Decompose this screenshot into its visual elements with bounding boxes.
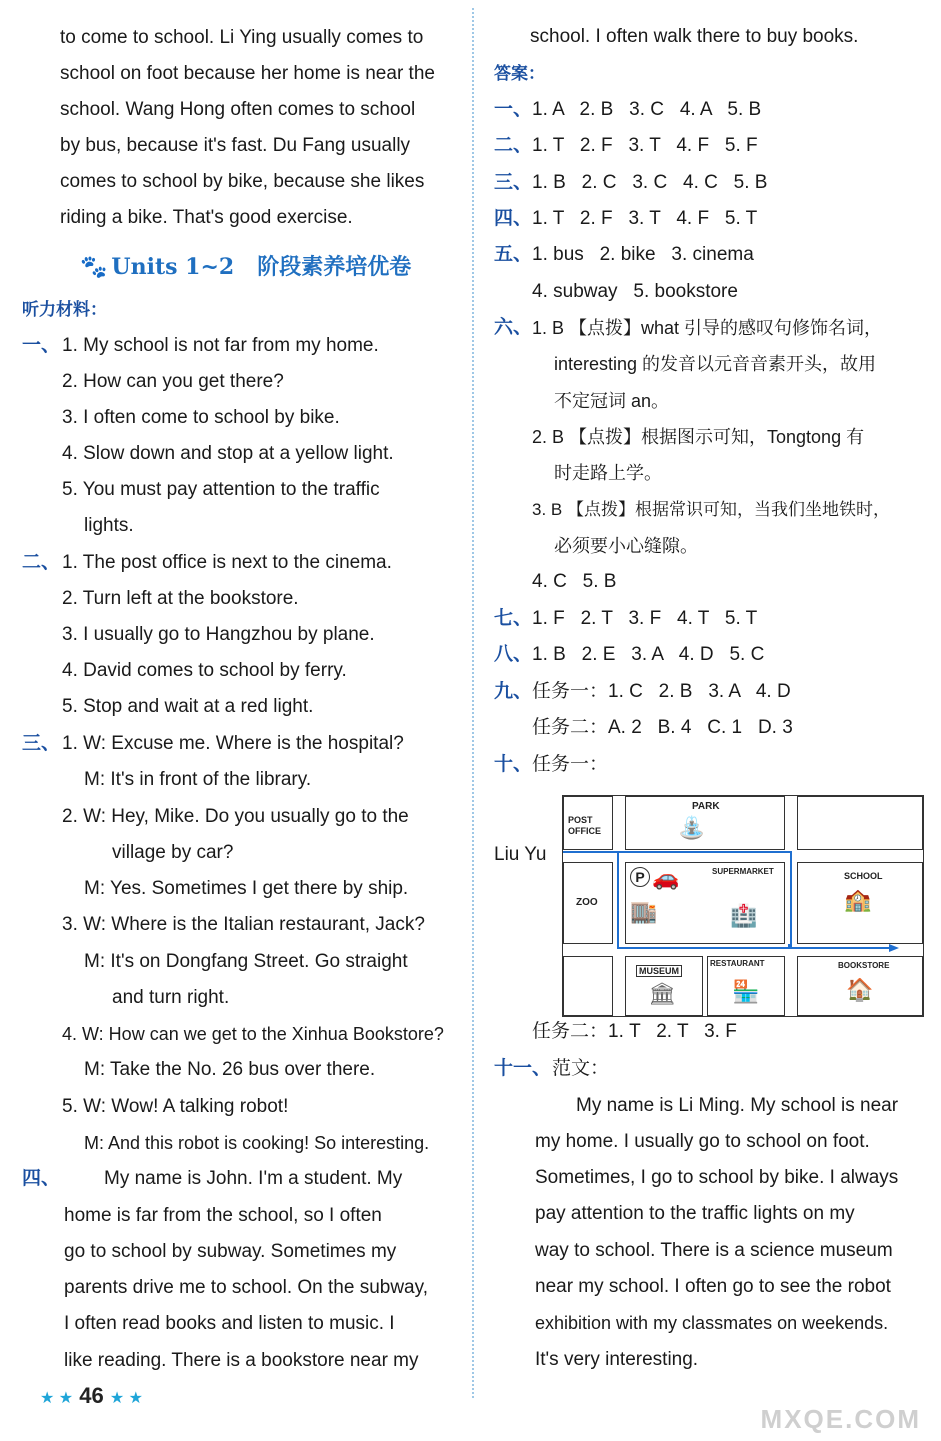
- listening-item: 4. David comes to school by ferry.: [62, 660, 347, 681]
- dialogue-line: M: And this robot is cooking! So interesting.: [84, 1133, 430, 1153]
- supermarket-label: SUPERMARKET: [712, 867, 774, 876]
- section-marker: 十、: [494, 754, 533, 775]
- dialogue-line: M: Yes. Sometimes I get there by ship.: [84, 878, 409, 899]
- section-marker: 四、: [22, 1168, 61, 1189]
- answer-row: 任务一：: [532, 754, 609, 775]
- building-icon: 🏬: [630, 899, 658, 924]
- essay-line: exhibition with my classmates on weekends.: [535, 1313, 889, 1333]
- paragraph-line: riding a bike. That's good exercise.: [60, 207, 353, 228]
- section-marker: 七、: [494, 608, 533, 629]
- bookstore-icon: 🏠: [846, 977, 874, 1002]
- answer-row: 任务二：1. T 2. T 3. F: [532, 1021, 737, 1042]
- listening-item: 2. Turn left at the bookstore.: [62, 588, 299, 609]
- sample-essay-label: 范文：: [552, 1058, 610, 1079]
- passage-line: like reading. There is a bookstore near my: [64, 1350, 419, 1371]
- dialogue-line: 3. W: Where is the Italian restaurant, Jack?: [62, 914, 425, 935]
- map-person-label: Liu Yu: [494, 844, 547, 865]
- explanation-line: 3. B 【点拨】根据常识可知，当我们坐地铁时，: [532, 500, 890, 519]
- section-marker: 六、: [494, 317, 533, 338]
- unit-label: Units 1~2: [111, 254, 235, 280]
- section-marker: 一、: [22, 335, 61, 356]
- listening-item: 3. I usually go to Hangzhou by plane.: [62, 624, 375, 645]
- dialogue-line: M: It's on Dongfang Street. Go straight: [84, 951, 408, 972]
- hospital-icon: 🏥: [730, 903, 758, 928]
- page-number: 46: [79, 1383, 104, 1408]
- section-marker: 十一、: [494, 1058, 552, 1079]
- bookstore-label: BOOKSTORE: [838, 961, 890, 970]
- answer-row: 1. A 2. B 3. C 4. A 5. B: [532, 99, 762, 120]
- zoo-label: ZOO: [576, 897, 598, 908]
- listening-label: 听力材料：: [22, 300, 107, 319]
- dialogue-line: and turn right.: [112, 987, 230, 1008]
- page-footer: [40, 1383, 143, 1409]
- essay-line: near my school. I often go to see the robot: [535, 1276, 891, 1297]
- explanation-line: 1. B 【点拨】what 引导的感叹句修饰名词，: [532, 318, 883, 338]
- essay-line: Sometimes, I go to school by bike. I always: [535, 1167, 899, 1188]
- paragraph-line: by bus, because it's fast. Du Fang usually: [60, 135, 411, 156]
- dialogue-line: village by car?: [112, 842, 234, 863]
- answer-row: 任务一：1. C 2. B 3. A 4. D: [532, 681, 791, 702]
- car-icon: 🚗: [652, 865, 680, 890]
- answer-row: 1. B 2. C 3. C 4. C 5. B: [532, 172, 768, 193]
- section-title: 阶段素养培优卷: [257, 254, 412, 280]
- listening-item: 5. Stop and wait at a red light.: [62, 696, 314, 717]
- essay-line: It's very interesting.: [535, 1349, 699, 1370]
- answer-row: 1. B 2. E 3. A 4. D 5. C: [532, 644, 765, 665]
- museum-label: MUSEUM: [636, 965, 682, 977]
- section-marker: 二、: [494, 135, 533, 156]
- explanation-line: 2. B 【点拨】根据图示可知，Tongtong 有: [532, 427, 865, 447]
- school-label: SCHOOL: [844, 871, 883, 881]
- town-map: [562, 795, 924, 1017]
- paragraph-line: to come to school. Li Ying usually comes to: [60, 27, 424, 48]
- dialogue-line: 1. W: Excuse me. Where is the hospital?: [62, 733, 404, 754]
- section-marker: 五、: [494, 244, 533, 265]
- section-marker: 四、: [494, 208, 533, 229]
- dialogue-line: 4. W: How can we get to the Xinhua Bookstore?: [62, 1024, 444, 1044]
- listening-item: lights.: [84, 515, 134, 536]
- museum-icon: 🏛: [648, 981, 676, 1006]
- explanation-line: interesting 的发音以元音音素开头，故用: [554, 354, 877, 374]
- paragraph-line: comes to school by bike, because she likes: [60, 171, 425, 192]
- passage-line: My name is John. I'm a student. My: [104, 1168, 403, 1189]
- star-icon: ★ ★: [109, 1390, 144, 1407]
- section-marker: 八、: [494, 644, 533, 665]
- listening-item: 1. The post office is next to the cinema.: [62, 552, 392, 573]
- dialogue-line: 5. W: Wow! A talking robot!: [62, 1096, 289, 1117]
- explanation-line: 必须要小心缝隙。: [554, 536, 698, 556]
- watermark: MXQE.COM: [760, 1404, 921, 1434]
- listening-item: 2. How can you get there?: [62, 371, 284, 392]
- listening-item: 3. I often come to school by bike.: [62, 407, 340, 428]
- listening-item: 4. Slow down and stop at a yellow light.: [62, 443, 394, 464]
- answer-row: 1. T 2. F 3. T 4. F 5. T: [532, 208, 758, 229]
- dialogue-line: 2. W: Hey, Mike. Do you usually go to the: [62, 806, 409, 827]
- essay-line: way to school. There is a science museum: [535, 1240, 893, 1261]
- paw-icon: 🐾: [80, 254, 108, 280]
- paragraph-line: school. I often walk there to buy books.: [530, 26, 859, 47]
- section-marker: 三、: [22, 733, 61, 754]
- explanation-line: 时走路上学。: [554, 463, 662, 483]
- section-marker: 九、: [494, 681, 533, 702]
- answer-row: 4. C 5. B: [532, 571, 617, 592]
- answer-row: 4. subway 5. bookstore: [532, 281, 738, 302]
- park-icon: ⛲: [678, 815, 706, 840]
- essay-line: my home. I usually go to school on foot.: [535, 1131, 870, 1152]
- restaurant-icon: 🏪: [732, 979, 760, 1004]
- paragraph-line: school. Wang Hong often comes to school: [60, 99, 416, 120]
- dialogue-line: M: It's in front of the library.: [84, 769, 312, 790]
- parking-sign: P: [630, 867, 650, 887]
- answer-row: 1. bus 2. bike 3. cinema: [532, 244, 754, 265]
- explanation-line: 不定冠词 an。: [554, 391, 670, 411]
- column-divider: [472, 8, 474, 1398]
- answer-row: 1. F 2. T 3. F 4. T 5. T: [532, 608, 758, 629]
- essay-line: My name is Li Ming. My school is near: [576, 1095, 899, 1116]
- section-marker: 一、: [494, 99, 533, 120]
- park-label: PARK: [692, 801, 720, 812]
- restaurant-label: RESTAURANT: [710, 959, 765, 968]
- route-arrow: [563, 796, 923, 1016]
- post-office-label: POST OFFICE: [568, 815, 601, 836]
- answer-row: 1. T 2. F 3. T 4. F 5. F: [532, 135, 758, 156]
- section-heading: [80, 250, 411, 281]
- passage-line: go to school by subway. Sometimes my: [64, 1241, 397, 1262]
- answers-label: 答案：: [494, 64, 545, 83]
- section-marker: 二、: [22, 552, 61, 573]
- answer-row: 任务二：A. 2 B. 4 C. 1 D. 3: [532, 717, 793, 738]
- listening-item: 5. You must pay attention to the traffic: [62, 479, 380, 500]
- dialogue-line: M: Take the No. 26 bus over there.: [84, 1059, 376, 1080]
- passage-line: I often read books and listen to music. I: [64, 1313, 395, 1334]
- passage-line: parents drive me to school. On the subway,: [64, 1277, 428, 1298]
- essay-line: pay attention to the traffic lights on my: [535, 1203, 855, 1224]
- paragraph-line: school on foot because her home is near the: [60, 63, 435, 84]
- passage-line: home is far from the school, so I often: [64, 1205, 382, 1226]
- school-icon: 🏫: [844, 887, 872, 912]
- section-marker: 三、: [494, 172, 533, 193]
- star-icon: ★ ★: [40, 1390, 74, 1407]
- listening-item: 1. My school is not far from my home.: [62, 335, 379, 356]
